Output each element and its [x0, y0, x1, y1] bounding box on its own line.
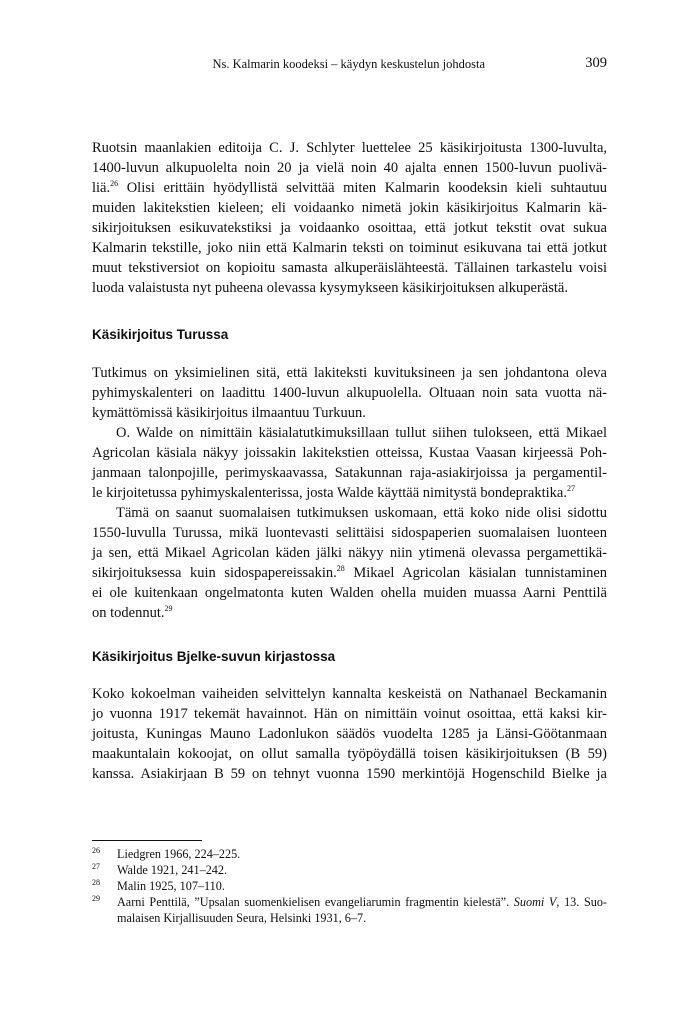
footnote-27 — [92, 862, 607, 878]
footnote-28 — [92, 878, 607, 894]
footnote-text: Malin 1925, 107–110. — [117, 879, 225, 893]
text-line: maakuntalain kokoojat, on ollut samalla työpöydällä toisen käsikirjoituksen (B 59) — [92, 746, 607, 762]
paragraph-3 — [92, 423, 607, 503]
text-line: Kalmarin tekstille, joko niin että Kalmarin teksti on toiminut esikuvana tai että jotkut — [92, 240, 607, 256]
running-header — [92, 55, 607, 75]
footnote-number: 29 — [92, 894, 100, 903]
section-heading: Käsikirjoitus Bjelke-suvun kirjastossa — [92, 649, 336, 664]
text-line: ei ole kuitenkaan ongelmatonta kuten Walden ohella muiden muassa Aarni Penttilä — [92, 585, 607, 601]
text-line: kanssa. Asiakirjaan B 59 on tehnyt vuonna 1590 merkintöjä Hogenschild Bielke ja — [92, 766, 607, 782]
section-heading: Käsikirjoitus Turussa — [92, 327, 229, 342]
text-line: ja sen, että Mikael Agricolan käden jälki näkyy niin ytimenä olevassa pergamettikä- — [92, 545, 607, 561]
text-line: pyhimyskalenteri on laadittu 1400-luvun alkupuolella. Oltuaan noin sata vuotta nä- — [92, 385, 607, 401]
text-line: janmaan talonpojille, perimyskaavassa, Satakunnan raja-asiakirjoissa ja pergamentil- — [92, 465, 607, 481]
footnote-number: 27 — [92, 862, 100, 871]
journal-title: Suomi V — [513, 895, 557, 909]
footnote-29-continued: malaisen Kirjallisuuden Seura, Helsinki 1931, 6–7. — [117, 911, 367, 925]
paragraph-5 — [92, 684, 607, 784]
running-header-title: Ns. Kalmarin koodeksi – käydyn keskustelun johdosta — [212, 57, 485, 71]
text-line: joitusta, Kuningas Mauno Ladonlukon säädös vuodelta 1285 ja Länsi-Göötanmaan — [92, 726, 607, 742]
footnote-ref-27: 27 — [566, 484, 575, 493]
text-line: liä.$^{26}$ Olisi erittäin hyödyllistä selvittää miten Kalmarin koodeksin kieli suhtautuu — [92, 179, 607, 196]
text-line: 1550-luvulla Turussa, mikä luontevasti selittäisi sidospaperien suomalaisen luonteen — [92, 525, 607, 541]
footnote-ref-28: 28 — [336, 564, 345, 573]
text-line: kymättömissä käsikirjoitus ilmaantuu Turkuun. — [92, 405, 366, 421]
text-line: 1400-luvun alkupuolelta noin 20 ja vielä noin 40 ajalta ennen 1500-luvun puolivä- — [92, 160, 607, 176]
text-line: muiden lakitekstien kieleen; eli voidaanko nimetä jokin käsikirjoitus Kalmarin kä- — [92, 200, 607, 216]
paragraph-1 — [92, 138, 607, 298]
text-line: sikirjoituksessa kuin sidospapereissakin.$^{28}$ Mikael Agricolan käsialan tunnistaminen — [92, 564, 608, 581]
footnote-ref-29: 29 — [164, 604, 173, 613]
page-number: 309 — [585, 55, 607, 71]
footnote-text: Walde 1921, 241–242. — [117, 863, 228, 877]
text-line: O. Walde on nimittäin käsialatutkimuksillaan tullut siihen tulokseen, että Mikael — [116, 425, 607, 441]
text-line: on todennut.$^{29}$ — [92, 604, 173, 621]
footnote-number: 26 — [92, 846, 100, 855]
text-line: sikirjoituksen esikuvatekstiksi ja voidaanko osoittaa, että jotkut tekstit ovat sukua — [92, 220, 607, 236]
text-line: Ruotsin maanlakien editoija C. J. Schlyter luettelee 25 käsikirjoitusta 1300-luvulta, — [92, 140, 607, 156]
footnote-text: Liedgren 1966, 224–225. — [117, 847, 241, 861]
footnote-number: 28 — [92, 878, 100, 887]
text-line: le kirjoitetussa pyhimyskalenterissa, josta Walde käyttää nimitystä bondepraktika.$^{27}$ — [92, 484, 575, 501]
footnote-26 — [92, 846, 607, 862]
text-line: Tutkimus on yksimielinen sitä, että lakiteksti kuvituksineen ja sen johdantona oleva — [92, 365, 607, 381]
text-line: jo vuonna 1917 tekemät havainnot. Hän on nimittäin voinut osoittaa, että kaksi kir- — [92, 706, 607, 722]
text-line: Agricolan käsiala näkyy joissakin lakitekstien otteissa, Kustaa Vaasan kirjeessä Poh- — [92, 445, 607, 461]
footnote-29 — [92, 894, 607, 910]
footnote-text: Aarni Penttilä, ”Upsalan suomenkielisen evangeliarumin fragmentin kielestä”. Suomi V, 13. Suo- — [117, 895, 607, 909]
paragraph-4 — [92, 503, 607, 623]
text-line: muut tekstiversiot on kopioitu samasta alkuperäislähteestä. Tällainen tarkastelu voisi — [92, 260, 607, 276]
text-line: Tämä on saanut suomalaisen tutkimuksen uskomaan, että koko nide olisi sidottu — [116, 505, 607, 521]
paragraph-2 — [92, 363, 607, 423]
footnote-divider — [92, 840, 202, 841]
footnote-ref-26: 26 — [110, 179, 119, 188]
text-line: luoda valaistusta nyt puheena olevassa kysymykseen käsikirjoituksen alkuperästä. — [92, 280, 568, 296]
text-line: Koko kokoelman vaiheiden selvittelyn kannalta keskeistä on Nathanael Beckamanin — [92, 686, 607, 702]
footnotes — [92, 846, 607, 926]
